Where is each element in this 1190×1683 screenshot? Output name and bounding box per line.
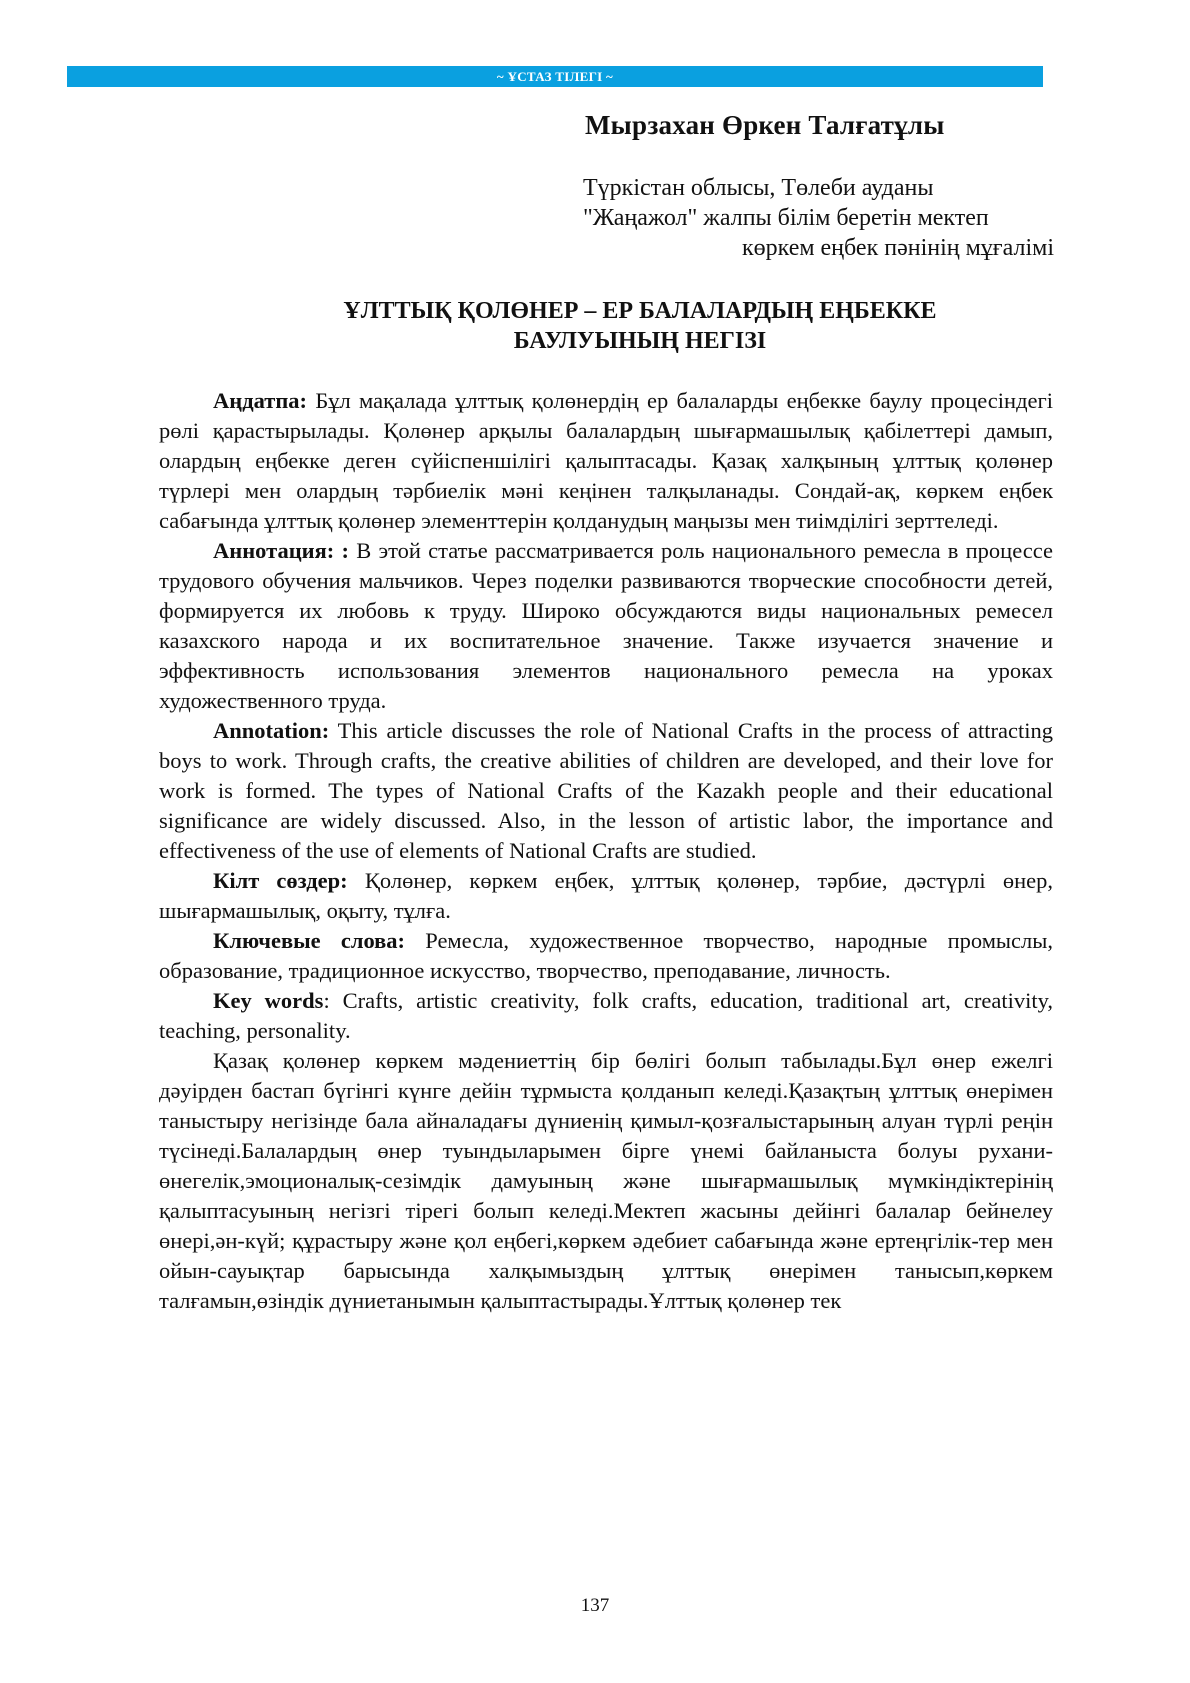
abstract-english-label: Annotation: [213, 718, 330, 743]
keywords-english-text: : Crafts, artistic creativity, folk crafts, education, traditional art, creativity, teaching, personality. [159, 988, 1053, 1043]
keywords-kazakh-text: Қолөнер, көркем еңбек, ұлттық қолөнер, тәрбие, дәстүрлі өнер, шығармашылық, оқыту, тұлға. [159, 868, 1053, 923]
journal-header-text: ~ ҰСТАЗ ТІЛЕГІ ~ [496, 69, 614, 84]
abstract-kazakh [159, 386, 1053, 536]
author-affiliation [534, 173, 1054, 263]
article-title [160, 296, 1120, 356]
abstract-kazakh-text: Бұл мақалада ұлттық қолөнердің ер балаларды еңбекке баулу процесіндегі рөлі қарастырылады. Қолөнер арқылы балалардың шығармашылық қабілеттері дамып, олардың еңбекке деген сүйіспеншілігі қалыптасады. Қазақ халқының ұлттық қолөнер түрлері мен олардың тәрбиелік мәні кеңінен талқыланады. Сондай-ақ, көркем еңбек сабағында ұлттық қолөнер элементтерін қолданудың маңызы мен тиімділігі зерттеледі. [159, 388, 1053, 533]
abstract-english [159, 716, 1053, 866]
journal-header-banner [67, 66, 1043, 87]
body-paragraph: Қазақ қолөнер көркем мәдениеттің бір бөлігі болып табылады.Бұл өнер ежелгі дәуірден бастап бүгінгі күнге дейін тұрмыста қолданып келеді.Қазақтың ұлттық өнерімен таныстыру негізінде бала айналадағы дүниенің қимыл-қозғалыстарының алуан түрлі реңін түсінеді.Балалардың өнер туындыларымен бірге үнемі байланыста болуы рухани-өнегелік,эмоционалық-сезімдік дамуының және шығармашылық мүмкіндіктерінің қалыптасуының негізгі тірегі болып келеді.Мектеп жасыны дейінгі балалар бейнелеу өнері,ән-күй; құрастыру және қол еңбегі,көркем әдебиет сабағында және ертеңгілік-тер мен ойын-сауықтар барысында халқымыздың ұлттық өнерімен танысып,көркем талғамын,өзіндік дүниетанымын қалыптастырады.Ұлттық қолөнер тек [159, 1048, 1053, 1313]
affiliation-region: Түркістан облысы, Төлеби ауданы [583, 175, 934, 201]
article-title-line-1: ҰЛТТЫҚ ҚОЛӨНЕР – ЕР БАЛАЛАРДЫҢ ЕҢБЕККЕ [343, 298, 937, 324]
keywords-russian [159, 926, 1053, 986]
keywords-russian-text: Ремесла, художественное творчество, народные промыслы, образование, традиционное искусство, творчество, преподавание, личность. [159, 928, 1054, 983]
keywords-russian-label: Ключевые слова: [213, 928, 406, 953]
author-name: Мырзахан Өркен Талғатұлы [585, 110, 945, 140]
keywords-kazakh [159, 866, 1053, 926]
abstract-kazakh-label: Аңдатпа: [213, 388, 308, 413]
keywords-english-label: Key words [213, 988, 324, 1013]
affiliation-school: "Жаңажол" жалпы білім беретін мектеп [583, 205, 989, 231]
page-number: 137 [580, 1595, 610, 1616]
article-title-line-2: БАУЛУЫНЫҢ НЕГІЗІ [513, 328, 767, 354]
abstract-russian [159, 536, 1053, 716]
abstract-russian-text: В этой статье рассматривается роль национального ремесла в процессе трудового обучения мальчиков. Через поделки развиваются творческие способности детей, формируется их любовь к труду. Широко обсуждаются виды национальных ремесел казахского народа и их воспитательное значение. Также изучается значение и эффективность использования элементов национального ремесла на уроках художественного труда. [159, 538, 1053, 713]
abstract-russian-label: Аннотация: : [213, 538, 350, 563]
abstract-english-text: This article discusses the role of National Crafts in the process of attracting boys to work. Through crafts, the creative abilities of children are developed, and their love for work is formed. The types of National Crafts of the Kazakh people and their educational significance are widely discussed. Also, in the lesson of artistic labor, the importance and effectiveness of the use of elements of National Crafts are studied. [159, 718, 1053, 863]
affiliation-position: көркем еңбек пәнінің мұғалімі [741, 235, 1054, 261]
article-body [159, 386, 1053, 1316]
keywords-kazakh-label: Кілт сөздер: [213, 868, 348, 893]
keywords-english [159, 986, 1053, 1046]
